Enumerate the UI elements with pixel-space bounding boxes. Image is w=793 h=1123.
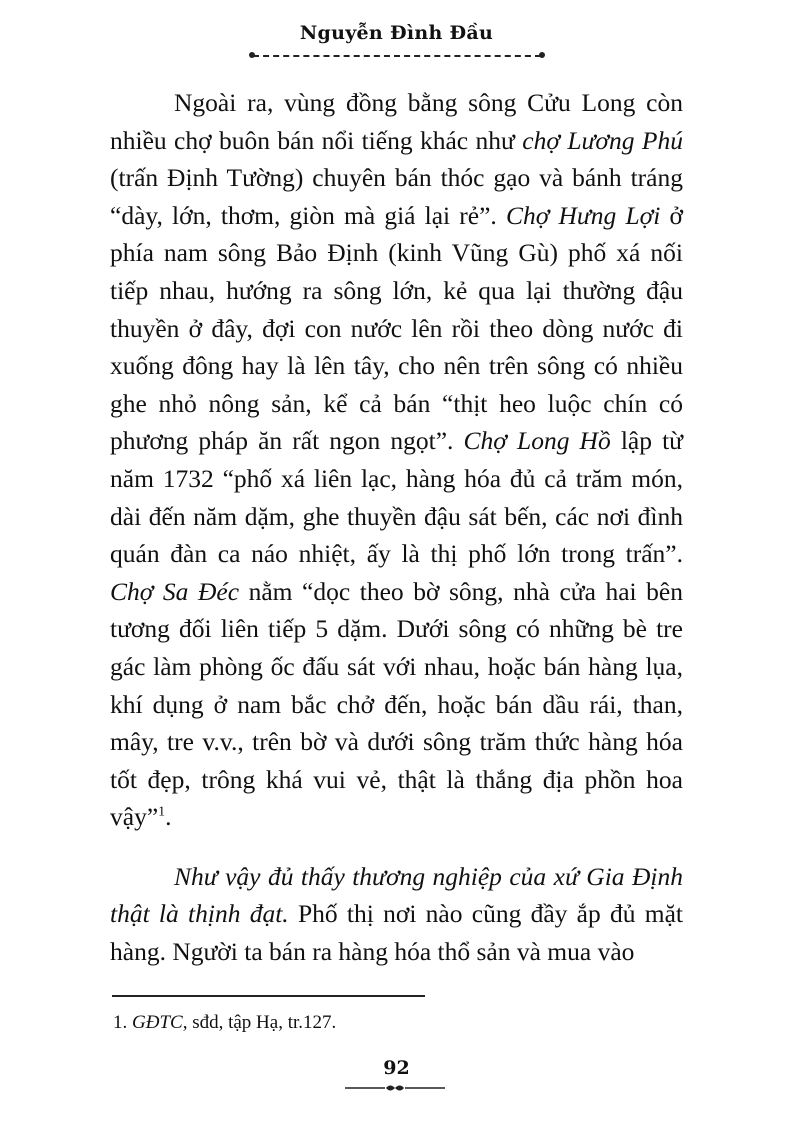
text-run: lập từ năm 1732 “phố xá liên lạc, hàng hóa đủ cả trăm món, dài đến năm dặm, ghe thuyền đậu sát bến, các nơi đình quán đàn ca náo nhiệt, ấy là thị phố lớn trong trấn”. (110, 426, 683, 569)
paragraph-markets (110, 84, 683, 836)
footnote-detail: , sđd, tập Hạ, tr.127. (182, 1012, 337, 1033)
footnote (113, 1010, 336, 1036)
header-rule-dot-left (249, 52, 255, 58)
text-run: (trấn Định Tường) chuyên bán thóc gạo và bánh tráng “dày, lớn, thơm, giòn mà giá lại rẻ”. (110, 163, 683, 230)
italic-lead-sentence: Như vậy đủ thấy thương nghiệp của xứ Gia Định thật là thịnh đạt. (110, 861, 683, 929)
footnote-source: GĐTC (132, 1012, 183, 1033)
market-name-sa-dec: Chợ Sa Đéc (110, 576, 240, 606)
market-name-luong-phu: chợ Lương Phú (522, 125, 683, 155)
text-run: ở phía nam sông Bảo Định (kinh Vũng Gù) phố xá nối tiếp nhau, hướng ra sông lớn, kẻ qua lại thường đậu thuyền ở đây, đợi con nước lên rồi theo dòng nước đi xuống đông hay là lên tây, cho nên trên sông có nhiều ghe nhỏ nông sản, kể cả bán “thịt heo luộc chín có phương pháp ăn rất ngon ngọt”. (110, 200, 683, 456)
footnote-rule (112, 995, 425, 997)
header-rule (253, 55, 541, 57)
market-name-long-ho: Chợ Long Hồ (463, 426, 611, 456)
text-run: Phố thị nơi nào cũng đầy ắp đủ mặt hàng. Người ta bán ra hàng hóa thổ sản và mua vào (110, 899, 683, 967)
text-run: nằm “dọc theo bờ sông, nhà cửa hai bên tương đối liên tiếp 5 dặm. Dưới sông có những bè tre gác làm phòng ốc đấu sát với nhau, hoặc bán hàng lụa, khí dụng ở nam bắc chở đến, hoặc bán dầu rái, than, mây, tre v.v., trên bờ và dưới sông trăm thức hàng hóa tốt đẹp, trông khá vui vẻ, thật là thắng địa phồn hoa vậy” (110, 576, 683, 832)
page-ornament-icon (345, 1082, 445, 1094)
footnote-reference[interactable]: 1 (158, 804, 166, 820)
page-number: 92 (383, 1057, 410, 1079)
paragraph-conclusion (110, 858, 683, 971)
header-rule-dot-right (539, 52, 545, 58)
text-run: . (165, 802, 172, 832)
body-text (110, 84, 683, 971)
running-header: Nguyễn Đình Đầu (299, 22, 494, 44)
market-name-hung-loi: Chợ Hưng Lợi (505, 200, 661, 230)
footnote-number: 1. (113, 1012, 132, 1033)
text-run: Ngoài ra, vùng đồng bằng sông Cửu Long còn nhiều chợ buôn bán nổi tiếng khác như (110, 88, 683, 155)
